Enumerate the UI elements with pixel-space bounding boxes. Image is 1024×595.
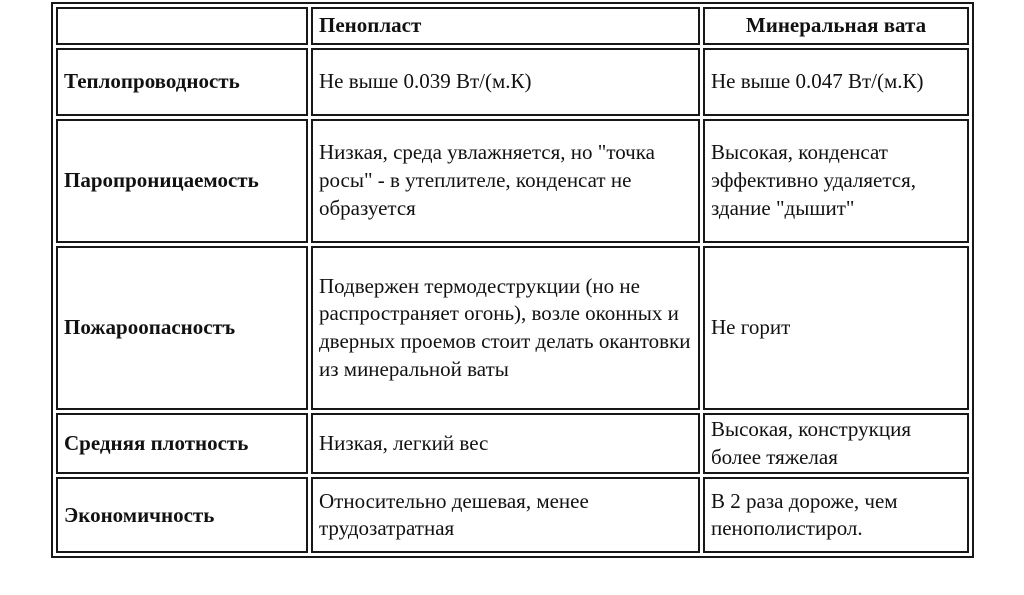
insulation-comparison-table (51, 2, 974, 558)
mineral-wool-cell: В 2 раза дороже, чем пенополистирол. (703, 477, 969, 553)
mineral-wool-cell: Не горит (703, 246, 969, 410)
column-header-penoplast: Пенопласт (311, 7, 700, 45)
penoplast-cell: Относительно дешевая, менее трудозатратная (311, 477, 700, 553)
table-row-economy (56, 477, 969, 553)
row-label: Теплопроводность (56, 48, 308, 116)
table-row-fire-hazard (56, 246, 969, 410)
mineral-wool-cell: Не выше 0.047 Вт/(м.К) (703, 48, 969, 116)
table-row-average-density (56, 413, 969, 474)
penoplast-cell: Не выше 0.039 Вт/(м.К) (311, 48, 700, 116)
penoplast-cell: Подвержен термодеструкции (но не распространяет огонь), возле оконных и дверных проемов стоит делать окантовки из минеральной ваты (311, 246, 700, 410)
column-header-mineral-wool: Минеральная вата (703, 7, 969, 45)
penoplast-cell: Низкая, легкий вес (311, 413, 700, 474)
mineral-wool-cell: Высокая, конструкция более тяжелая (703, 413, 969, 474)
table-row-thermal-conductivity (56, 48, 969, 116)
table-header-row (56, 7, 969, 45)
row-label: Паропроницаемость (56, 119, 308, 243)
corner-cell (56, 7, 308, 45)
penoplast-cell: Низкая, среда увлажняется, но "точка росы" - в утеплителе, конденсат не образуется (311, 119, 700, 243)
table-row-vapor-permeability (56, 119, 969, 243)
row-label: Средняя плотность (56, 413, 308, 474)
row-label: Пожароопасностъ (56, 246, 308, 410)
mineral-wool-cell: Высокая, конденсат эффективно удаляется, здание "дышит" (703, 119, 969, 243)
row-label: Экономичность (56, 477, 308, 553)
